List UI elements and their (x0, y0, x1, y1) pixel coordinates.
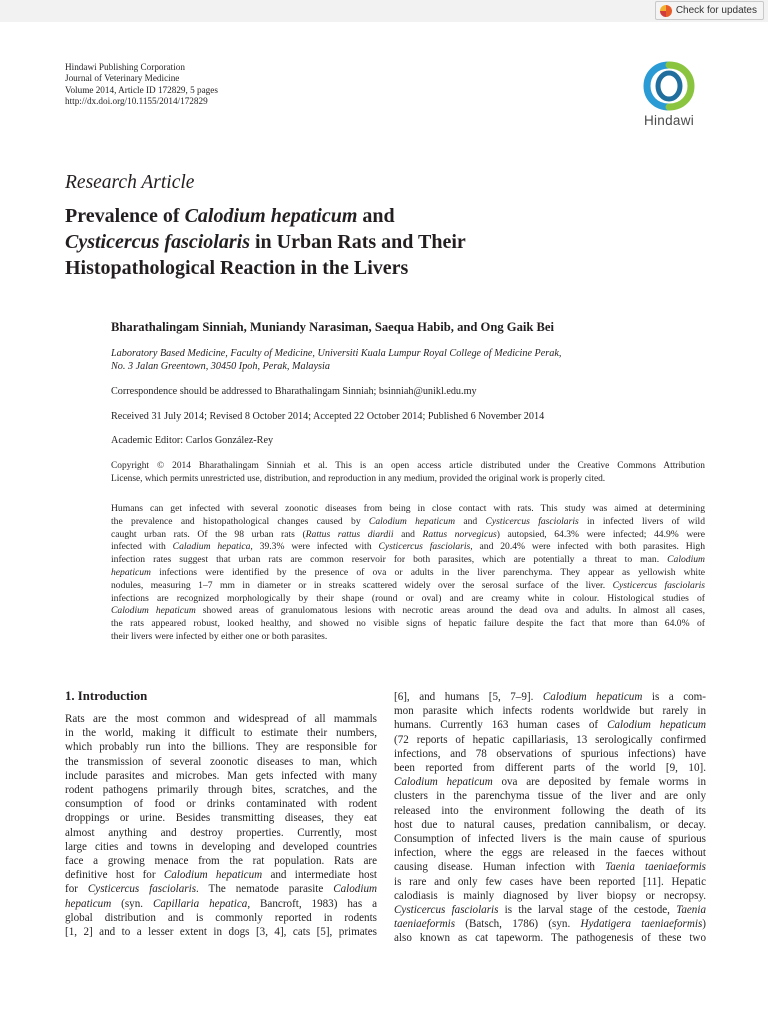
abstract-line (111, 593, 705, 606)
body-line (394, 789, 706, 803)
text-run: [1, 2] and to a lesser extent in dogs [3, 4], cats [5], primates (65, 926, 377, 939)
italic-term: Cysticercus fasciolaris (65, 231, 250, 253)
italic-term: Rattus norvegicus (422, 528, 497, 540)
article-title (65, 203, 715, 281)
italic-term: Calodium (333, 883, 377, 896)
text-run: infection, where the eggs are released in the faeces without (394, 847, 706, 860)
italic-term: Taenia (676, 904, 706, 917)
body-line (394, 747, 706, 761)
text-run: include parasites and microbes. Man gets infected with many (65, 769, 377, 782)
body-line (65, 854, 377, 868)
journal-info (65, 62, 218, 108)
top-toolbar (0, 0, 768, 22)
body-line (394, 832, 706, 846)
italic-term: Calodium hepaticum (111, 605, 196, 617)
text-run: rodent pathogens primarily through bites, scratches, and the (65, 784, 377, 797)
body-line (65, 811, 377, 825)
abstract-line (111, 541, 705, 554)
body-line (394, 804, 706, 818)
body-line (65, 712, 377, 726)
body-line (394, 917, 706, 931)
text-run: . The nematode parasite (196, 883, 334, 896)
text-run: Humans can get infected with several zoonotic diseases from being in close contact with rats. This study was aimed at determining (111, 503, 705, 514)
abstract-line (111, 516, 705, 529)
abstract (111, 503, 705, 644)
text-run: ) autopsied, 64.3% were infected; 44.9% were (496, 528, 705, 540)
body-line (394, 718, 706, 732)
text-run: infection rates suggest that urban rats are common reservoir for both parasites, which are potentially a threat to man. (111, 554, 668, 566)
text-run: (Batsch, 1786) (syn. (455, 918, 581, 931)
text-run: and intermediate host (262, 869, 378, 882)
body-line (65, 868, 377, 882)
italic-term: Cysticercus fasciolaris (378, 541, 471, 553)
italic-term: Calodium hepaticum (394, 776, 493, 789)
body-line (65, 911, 377, 925)
body-line (394, 903, 706, 917)
italic-term: Calodium hepaticum (607, 719, 706, 732)
text-run: ova are deposited by female worms in (492, 776, 707, 789)
text-run: almost anything and destroy properties. Currently, most (65, 826, 377, 839)
text-run: humans. Currently 163 human cases of (394, 719, 608, 732)
affiliation (111, 347, 561, 373)
italic-term: Cysticercus fasciolaris (485, 515, 579, 527)
body-line (65, 897, 377, 911)
hindawi-logo-icon (641, 60, 697, 112)
title-line (65, 203, 715, 229)
volume-info: Volume 2014, Article ID 172829, 5 pages (65, 84, 218, 95)
body-line (394, 690, 706, 704)
text-run: global distribution and is commonly reported in rodents (65, 911, 377, 924)
body-line (65, 840, 377, 854)
text-run: caught urban rats. Of the 98 urban rats ( (111, 528, 306, 540)
body-line (394, 775, 706, 789)
affiliation-line: No. 3 Jalan Greentown, 30450 Ipoh, Perak, Malaysia (111, 361, 330, 372)
body-column-left (65, 712, 377, 939)
text-run: infections were identified by the presence of ova or adults in the liver parenchyma. They appear as yellowish white (150, 566, 705, 578)
text-run: in Urban Rats and Their (250, 231, 466, 253)
italic-term: hepaticum (65, 897, 112, 910)
body-line (65, 797, 377, 811)
body-line (65, 882, 377, 896)
text-run: is the larval stage of the cestode, (498, 904, 677, 917)
abstract-line (111, 631, 705, 644)
title-line (65, 229, 715, 255)
check-for-updates-button[interactable] (655, 1, 764, 20)
italic-term: Calodium (667, 554, 705, 566)
abstract-line (111, 554, 705, 567)
text-run: been reported from different parts of the world [9, 10]. (394, 762, 706, 775)
body-line (65, 755, 377, 769)
article-type: Research Article (65, 172, 195, 193)
text-run: calodiasis is mainly diagnosed by liver biopsy or necropsy. (394, 889, 706, 902)
text-run: Consumption of infected livers is the main cause of spurious (394, 833, 706, 846)
authors: Bharathalingam Sinniah, Muniandy Narasiman, Saequa Habib, and Ong Gaik Bei (111, 320, 555, 334)
text-run: their livers were infected by either one or both parasites. (111, 630, 328, 642)
text-run: ) (702, 918, 706, 931)
italic-term: Cysticercus fasciolaris (612, 579, 705, 591)
text-run: which probably run into the billions. They are responsible for (65, 741, 377, 754)
check-for-updates-label: Check for updates (675, 5, 757, 16)
body-line (394, 860, 706, 874)
text-run: infections are recognized morphologically by their shape (round or oval) and are creamy white in colour. Histological studies of (111, 592, 705, 604)
body-line (65, 769, 377, 783)
article-dates: Received 31 July 2014; Revised 8 October 2014; Accepted 22 October 2014; Published 6 November 2014 (111, 411, 545, 422)
text-run: also known as cat tapeworm. The pathogenesis of these two (394, 932, 706, 945)
text-run: Rats are the most common and widespread of all mammals (65, 713, 377, 725)
text-run: Prevalence of (65, 205, 185, 227)
text-run: is a com- (642, 691, 706, 703)
text-run: (syn. (111, 897, 153, 910)
text-run: and (393, 528, 423, 540)
text-run: large cities and towns in developing and developed countries (65, 840, 377, 853)
abstract-line (111, 618, 705, 631)
publisher-logo (636, 60, 702, 134)
crossmark-icon (660, 5, 672, 17)
text-run: , and 20.4% were infected with both parasites. High (470, 541, 705, 553)
logo-text: Hindawi (643, 113, 695, 128)
text-run: Histopathological Reaction in the Livers (65, 257, 409, 279)
body-line (65, 925, 377, 939)
academic-editor: Academic Editor: Carlos González-Rey (111, 435, 274, 446)
body-line (65, 783, 377, 797)
body-line (394, 889, 706, 903)
text-run: (72 reports of hepatic capillariasis, 13 serologically confirmed (394, 733, 706, 746)
text-run: infections, and 78 observations of spurious infections) have (394, 747, 706, 760)
abstract-line (111, 605, 705, 618)
body-line (394, 733, 706, 747)
abstract-line (111, 580, 705, 593)
text-run: clusters in the parenchyma tissue of the liver and are only (394, 790, 706, 803)
affiliation-line: Laboratory Based Medicine, Faculty of Medicine, Universiti Kuala Lumpur Royal College of Medicine Perak, (111, 348, 562, 359)
text-run: showed areas of granulomatous lesions with necrotic areas around the dead ova and adults. In almost all cases, (195, 605, 705, 617)
body-line (394, 846, 706, 860)
body-line (394, 818, 706, 832)
italic-term: Rattus rattus diardii (305, 528, 394, 540)
text-run: released into the environment following the death of its (394, 804, 706, 817)
text-run: the prevalence and histopathological changes caused by (111, 515, 369, 527)
abstract-line (111, 503, 705, 516)
text-run: droppings or urine. Besides transmitting diseases, they eat (65, 812, 377, 825)
text-run: infected with (111, 541, 173, 553)
body-column-right (394, 690, 706, 946)
text-run: is rare and only few cases have been reported [11]. Hepatic (394, 875, 706, 888)
text-run: and (455, 515, 486, 527)
text-run: mon parasite which infects rodents worldwide but rarely in (394, 705, 706, 718)
abstract-line (111, 529, 705, 542)
italic-term: Calodium hepaticum (542, 691, 643, 703)
text-run: , 39.3% were infected with (250, 541, 379, 553)
text-run: the rats appeared robust, looked healthy, and showed no visible signs of hepatic failure despite the fact that more than 64.0% of (111, 618, 705, 630)
body-line (65, 740, 377, 754)
italic-term: Cysticercus fasciolaris (394, 904, 499, 917)
abstract-line (111, 567, 705, 580)
correspondence: Correspondence should be addressed to Bharathalingam Sinniah; bsinniah@unikl.edu.my (111, 386, 477, 397)
italic-term: taeniaeformis (394, 918, 456, 931)
text-run: host due to natural causes, predation cannibalism, or decay. (394, 818, 706, 831)
italic-term: Calodium hepaticum (163, 869, 263, 882)
italic-term: hepaticum (111, 566, 151, 578)
publisher-name: Hindawi Publishing Corporation (65, 62, 185, 72)
body-line (65, 826, 377, 840)
body-line (65, 726, 377, 740)
copyright-line: License, which permits unrestricted use, distribution, and reproduction in any medium, provided the original work is properly cited. (111, 473, 606, 484)
section-heading: 1. Introduction (65, 689, 148, 703)
italic-term: Capillaria hepatica (152, 897, 248, 910)
text-run: face a growing menace from the rat population. Rats are (65, 855, 377, 868)
text-run: in the world, making it difficult to estimate their numbers, (65, 727, 377, 740)
italic-term: Caladium hepatica (172, 541, 251, 553)
copyright-line: Copyright © 2014 Bharathalingam Sinniah et al. This is an open access article distributed under the Creative Commons Attribution (111, 461, 705, 471)
body-line (394, 704, 706, 718)
text-run: consumption of food or drinks contaminated with rodent (65, 798, 377, 811)
italic-term: Calodium hepaticum (368, 515, 456, 527)
italic-term: Hydatigera taeniaeformis (580, 918, 703, 931)
text-run: definitive host for (65, 869, 164, 882)
copyright-notice (111, 460, 705, 486)
text-run: the transmission of several zoonotic diseases to man, which (65, 755, 377, 768)
text-run: in infected livers of wild (578, 515, 705, 527)
doi-link[interactable]: http://dx.doi.org/10.1155/2014/172829 (65, 96, 208, 107)
italic-term: Cysticercus fasciolaris (87, 883, 197, 896)
text-run: and (357, 205, 395, 227)
italic-term: Taenia taeniaeformis (605, 861, 706, 874)
body-line (394, 875, 706, 889)
text-run: [6], and humans [5, 7–9]. (394, 691, 543, 703)
italic-term: Calodium hepaticum (184, 205, 358, 227)
body-line (394, 931, 706, 945)
text-run: for (65, 883, 88, 896)
text-run: , Bancroft, 1983) has a (247, 897, 377, 910)
text-run: nodules, measuring 1–7 mm in diameter or in streaks scattered widely over the serosal surface of the liver. (111, 579, 613, 591)
text-run: causing disease. Human infection with (394, 861, 606, 874)
journal-name: Journal of Veterinary Medicine (65, 73, 180, 84)
body-line (394, 761, 706, 775)
title-line (65, 255, 715, 281)
